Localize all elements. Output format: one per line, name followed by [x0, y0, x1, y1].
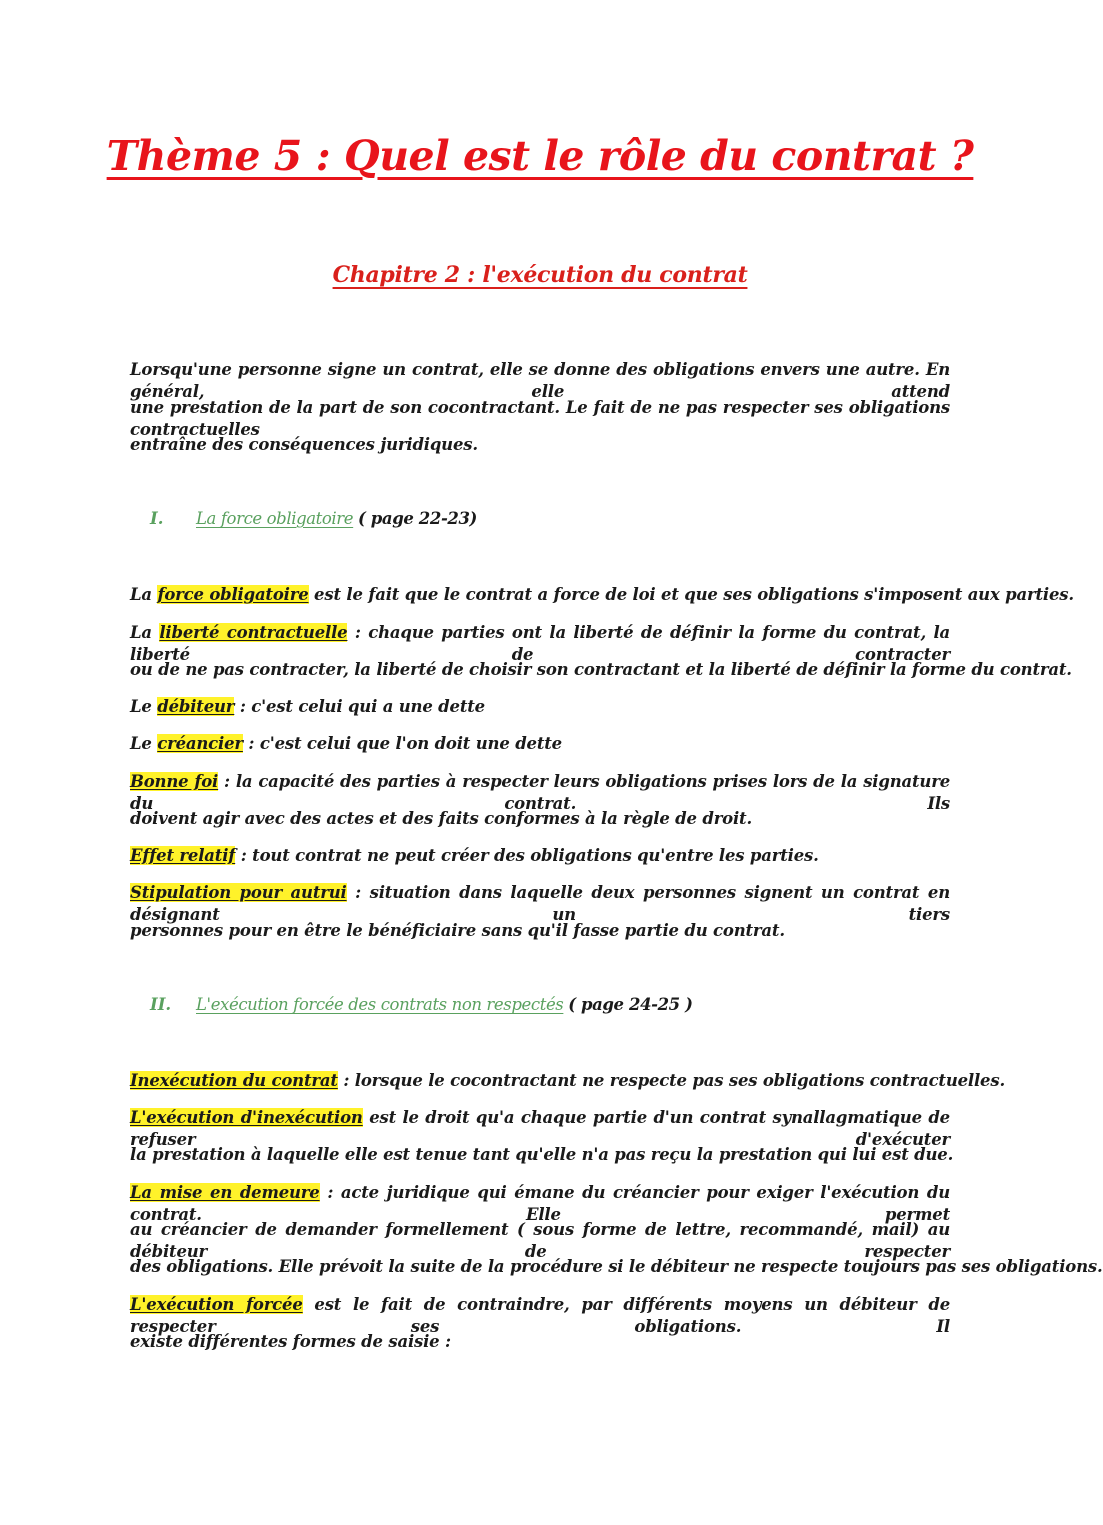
definition-line — [130, 584, 1074, 606]
definition-line — [130, 1256, 1103, 1278]
line-text: est le fait de contraindre, par différents moyens un débiteur de respecter ses obligations. Il — [130, 1295, 951, 1336]
definition-line — [130, 622, 951, 664]
section-2-page-ref: ( page 24-25 ) — [568, 995, 693, 1014]
intro-line: une prestation de la part de son cocontractant. Le fait de ne pas respecter ses obligations contractuelles — [130, 398, 950, 439]
line-text: : c'est celui que l'on doit une dette — [242, 734, 562, 753]
highlighted-term: Bonne foi — [130, 772, 219, 791]
line-text: au créancier de demander formellement ( sous forme de lettre, recommandé, mail) au débiteur de respecter — [130, 1220, 950, 1261]
line-prefix: Le — [130, 697, 158, 716]
intro-line: entraîne des conséquences juridiques. — [130, 435, 478, 454]
definition-line — [130, 1294, 951, 1336]
line-text: : situation dans laquelle deux personnes signent un contrat en désignant un tiers — [130, 883, 950, 924]
highlighted-term: L'exécution forcée — [130, 1295, 303, 1314]
section-2-title: L'exécution forcée des contrats non respectés — [196, 995, 564, 1014]
definition-line — [130, 845, 950, 867]
definition-line — [130, 1144, 954, 1166]
definition-line — [130, 882, 950, 924]
highlighted-term: La mise en demeure — [130, 1183, 320, 1202]
page-title: Thème 5 : Quel est le rôle du contrat ? — [106, 132, 974, 180]
definition-line — [130, 659, 1072, 681]
definition-line — [130, 733, 950, 755]
definition-line — [130, 1107, 950, 1149]
line-text: : tout contrat ne peut créer des obligations qu'entre les parties. — [235, 846, 819, 865]
definition-line — [130, 1070, 1005, 1092]
section-1-number: I. — [150, 509, 164, 528]
highlighted-term: liberté contractuelle — [159, 623, 348, 642]
line-text: : acte juridique qui émane du créancier pour exiger l'exécution du contrat. Elle permet — [130, 1183, 950, 1224]
intro-line: Lorsqu'une personne signe un contrat, elle se donne des obligations envers une autre. En général, elle attend — [130, 360, 950, 401]
line-text: : c'est celui qui a une dette — [234, 697, 485, 716]
line-prefix: La — [130, 585, 158, 604]
line-text: doivent agir avec des actes et des faits conformes à la règle de droit. — [130, 809, 753, 828]
definition-line — [130, 920, 950, 942]
section-2-heading — [196, 995, 693, 1014]
line-text: est le fait que le contrat a force de loi et que ses obligations s'imposent aux parties. — [308, 585, 1074, 604]
highlighted-term: débiteur — [157, 697, 235, 716]
highlighted-term: Stipulation pour autrui — [130, 883, 347, 902]
line-text: existe différentes formes de saisie : — [130, 1332, 451, 1351]
line-text: la prestation à laquelle elle est tenue tant qu'elle n'a pas reçu la prestation qui lui est due. — [130, 1145, 954, 1164]
line-text: : chaque parties ont la liberté de définir la forme du contrat, la liberté de contracter — [130, 623, 951, 664]
section-1-heading — [196, 509, 477, 528]
definition-line — [130, 1182, 950, 1224]
definition-line — [130, 1219, 950, 1261]
section-2-number: II. — [150, 995, 172, 1014]
line-text: est le droit qu'a chaque partie d'un contrat synallagmatique de refuser d'exécuter — [130, 1108, 950, 1149]
line-text: ou de ne pas contracter, la liberté de choisir son contractant et la liberté de définir la forme du contrat. — [130, 660, 1072, 679]
definition-line — [130, 771, 950, 813]
section-1-title: La force obligatoire — [196, 509, 354, 528]
highlighted-term: créancier — [157, 734, 243, 753]
line-text: personnes pour en être le bénéficiaire sans qu'il fasse partie du contrat. — [130, 921, 785, 940]
highlighted-term: force obligatoire — [157, 585, 309, 604]
section-1-page-ref: ( page 22-23) — [358, 509, 477, 528]
line-prefix: Le — [130, 734, 158, 753]
chapter-subtitle: Chapitre 2 : l'exécution du contrat — [332, 262, 748, 288]
line-text: des obligations. Elle prévoit la suite de la procédure si le débiteur ne respecte toujours pas ses obligations. — [130, 1257, 1103, 1276]
line-text: : la capacité des parties à respecter leurs obligations prises lors de la signature du contrat. Ils — [130, 772, 950, 813]
definition-line — [130, 808, 950, 830]
highlighted-term: L'exécution d'inexécution — [130, 1108, 363, 1127]
highlighted-term: Effet relatif — [130, 846, 236, 865]
line-prefix: La — [130, 623, 160, 642]
definition-line — [130, 1331, 950, 1353]
highlighted-term: Inexécution du contrat — [130, 1071, 338, 1090]
definition-line — [130, 696, 950, 718]
line-text: : lorsque le cocontractant ne respecte pas ses obligations contractuelles. — [337, 1071, 1005, 1090]
